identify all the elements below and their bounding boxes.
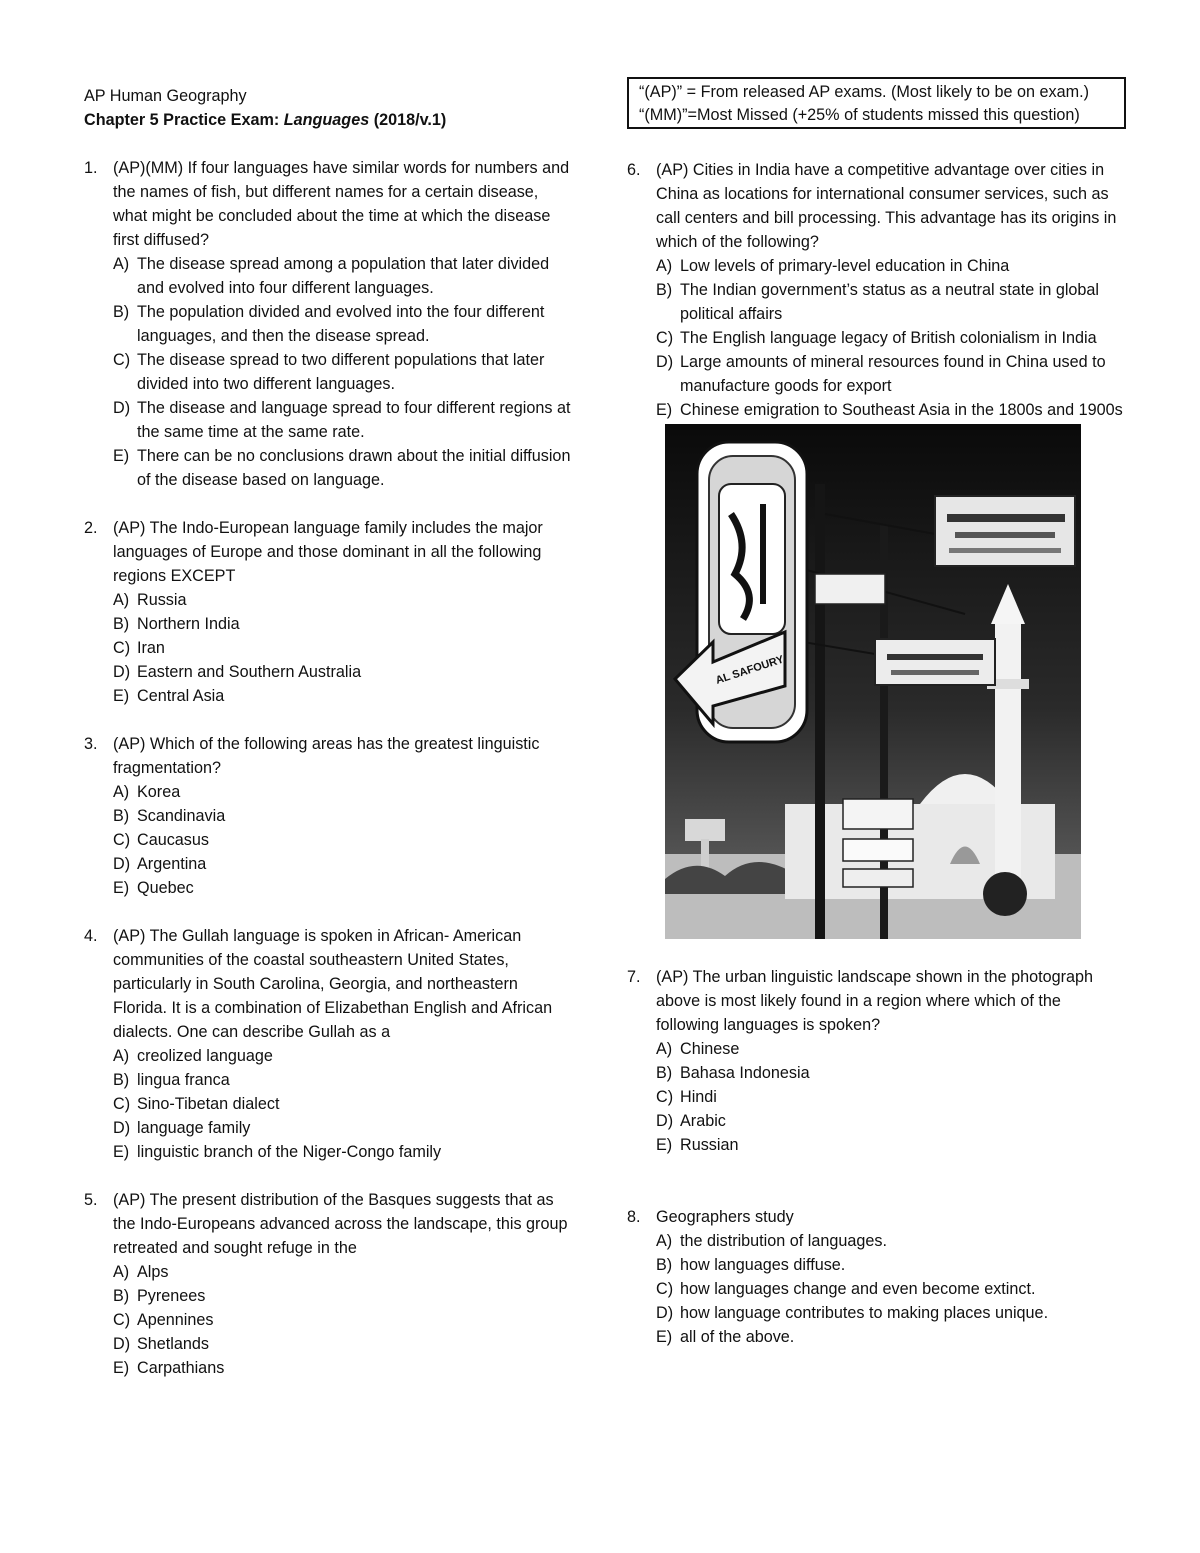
answer-choice [113, 1092, 574, 1116]
answer-choice [656, 1253, 1127, 1277]
choice-letter: C) [113, 1311, 131, 1329]
choice-letter: D) [656, 1112, 674, 1130]
photo-water-tower [685, 819, 725, 841]
answer-choice [113, 1068, 574, 1092]
choice-letter: B) [113, 1071, 130, 1089]
choice-text: Chinese emigration to Southeast Asia in the 1800s and 1900s [680, 401, 1123, 419]
choice-letter: B) [113, 615, 130, 633]
question-number: 6. [627, 161, 641, 179]
answer-choice [656, 350, 1127, 398]
choice-text: Russian [680, 1136, 739, 1154]
answer-choice [656, 254, 1127, 278]
answer-choices [84, 1044, 574, 1164]
photo-sign-small [815, 574, 885, 604]
answer-choice [656, 1301, 1127, 1325]
question-text: (AP)(MM) If four languages have similar words for numbers and the names of fish, but different names for a certain disease, what might be concluded about the time at which the disease first diffused? [113, 159, 570, 249]
photo-pole-1 [815, 484, 825, 939]
choice-text: the distribution of languages. [680, 1232, 887, 1250]
choice-letter: D) [113, 1335, 131, 1353]
choice-text: Carpathians [137, 1359, 225, 1377]
choice-letter: B) [656, 1064, 673, 1082]
right-column [627, 158, 1127, 1373]
question-stem [627, 158, 1127, 254]
photo-sign-middle-script [887, 654, 983, 660]
choice-letter: D) [656, 1304, 674, 1322]
answer-choice [113, 444, 574, 492]
choice-letter: B) [113, 807, 130, 825]
choice-letter: B) [656, 1256, 673, 1274]
photo-arrow-latin-text: AL SAFOURY [714, 653, 786, 687]
choice-text: all of the above. [680, 1328, 795, 1346]
answer-choice [656, 1109, 1127, 1133]
answer-choice [113, 348, 574, 396]
choice-text: Alps [137, 1263, 169, 1281]
choice-text: Shetlands [137, 1335, 209, 1353]
answer-choice [113, 804, 574, 828]
choice-text: The disease spread among a population that later divided and evolved into four different languages. [137, 255, 550, 297]
choice-text: Caucasus [137, 831, 209, 849]
exam-title-topic: Languages [283, 111, 370, 129]
photo-sign-middle [875, 639, 995, 685]
choice-text: Northern India [137, 615, 240, 633]
photo-sign-low [843, 799, 913, 829]
choice-text: Argentina [137, 855, 207, 873]
choice-letter: E) [113, 447, 130, 465]
answer-choice [113, 1044, 574, 1068]
answer-choice [113, 396, 574, 444]
question-text: Geographers study [656, 1208, 794, 1226]
choice-text: The disease and language spread to four different regions at the same time at the same rate. [137, 399, 571, 441]
choice-letter: A) [656, 257, 673, 275]
choice-letter: E) [113, 1143, 130, 1161]
choice-text: Bahasa Indonesia [680, 1064, 810, 1082]
choice-text: how languages diffuse. [680, 1256, 846, 1274]
answer-choice [656, 1037, 1127, 1061]
exam-title-prefix: Chapter 5 Practice Exam: [84, 111, 284, 129]
choice-letter: B) [113, 303, 130, 321]
choice-text: Eastern and Southern Australia [137, 663, 362, 681]
answer-choices [627, 1229, 1127, 1349]
answer-choice [113, 300, 574, 348]
choice-text: Pyrenees [137, 1287, 206, 1305]
question-stem [84, 732, 574, 780]
question-7 [627, 965, 1127, 1157]
question-1 [84, 156, 574, 492]
choice-letter: E) [113, 1359, 130, 1377]
photo-sign-low-2 [843, 839, 913, 861]
answer-choice [656, 1061, 1127, 1085]
linguistic-landscape-photo [665, 424, 1081, 939]
choice-text: Korea [137, 783, 181, 801]
choice-letter: A) [113, 591, 130, 609]
question-4 [84, 924, 574, 1164]
choice-text: Iran [137, 639, 165, 657]
choice-letter: E) [656, 401, 673, 419]
choice-letter: C) [656, 1280, 674, 1298]
choice-letter: B) [113, 1287, 130, 1305]
street-sign-photo [665, 424, 1081, 939]
exam-title-suffix: (2018/v.1) [369, 111, 447, 129]
choice-letter: C) [113, 1095, 131, 1113]
legend-mm: “(MM)”=Most Missed (+25% of students missed this question) [639, 106, 1080, 124]
choice-letter: D) [113, 1119, 131, 1137]
question-2 [84, 516, 574, 708]
answer-choices [84, 588, 574, 708]
answer-choice [113, 828, 574, 852]
choice-text: Hindi [680, 1088, 717, 1106]
question-number: 4. [84, 927, 98, 945]
choice-text: creolized language [137, 1047, 273, 1065]
choice-text: The English language legacy of British colonialism in India [680, 329, 1097, 347]
choice-text: Scandinavia [137, 807, 226, 825]
photo-banner-script-2 [955, 532, 1055, 538]
answer-choice [656, 1229, 1127, 1253]
choice-letter: C) [656, 1088, 674, 1106]
choice-letter: C) [656, 329, 674, 347]
answer-choice [113, 1308, 574, 1332]
choice-text: The population divided and evolved into the four different languages, and then the disease spread. [137, 303, 545, 345]
choice-letter: D) [113, 399, 131, 417]
choice-text: Chinese [680, 1040, 740, 1058]
answer-choice [113, 876, 574, 900]
answer-choice [113, 780, 574, 804]
choice-text: Low levels of primary-level education in China [680, 257, 1010, 275]
question-text: (AP) The Indo-European language family includes the major languages of Europe and those dominant in all the following regions EXCEPT [113, 519, 543, 585]
choice-text: Apennines [137, 1311, 214, 1329]
choice-text: There can be no conclusions drawn about the initial diffusion of the disease based on language. [137, 447, 571, 489]
answer-choice [656, 278, 1127, 326]
choice-letter: B) [656, 281, 673, 299]
answer-choice [113, 1332, 574, 1356]
answer-choice [656, 1085, 1127, 1109]
question-text: (AP) Cities in India have a competitive advantage over cities in China as locations for international consumer services, such as call centers and bill processing. This advantage has its origins in which of the following? [656, 161, 1117, 251]
answer-choice [656, 326, 1127, 350]
photo-big-sign-text-area [719, 484, 785, 634]
choice-letter: A) [113, 1263, 130, 1281]
question-text: (AP) Which of the following areas has the greatest linguistic fragmentation? [113, 735, 540, 777]
question-number: 3. [84, 735, 98, 753]
question-stem [84, 1188, 574, 1260]
answer-choice [113, 660, 574, 684]
choice-letter: D) [113, 663, 131, 681]
left-question-list [84, 156, 574, 1380]
question-text: (AP) The urban linguistic landscape shown in the photograph above is most likely found in a region where which of the following languages is spoken? [656, 968, 1094, 1034]
choice-text: Large amounts of mineral resources found in China used to manufacture goods for export [680, 353, 1106, 395]
question-stem [627, 965, 1127, 1037]
question-number: 7. [627, 968, 641, 986]
choice-text: Russia [137, 591, 187, 609]
choice-text: Arabic [680, 1112, 726, 1130]
answer-choice [656, 398, 1127, 422]
question-number: 1. [84, 159, 98, 177]
question-text: (AP) The present distribution of the Basques suggests that as the Indo-Europeans advanced across the landscape, this group retreated and sought refuge in the [113, 1191, 568, 1257]
answer-choices [627, 254, 1127, 422]
photo-banner-script-1 [947, 514, 1065, 522]
answer-choices [84, 252, 574, 492]
spacer [84, 132, 574, 156]
photo-dark-object [983, 872, 1027, 916]
choice-letter: A) [113, 1047, 130, 1065]
answer-choice [113, 1284, 574, 1308]
choice-text: how language contributes to making places unique. [680, 1304, 1049, 1322]
choice-text: language family [137, 1119, 251, 1137]
choice-letter: D) [656, 353, 674, 371]
choice-text: lingua franca [137, 1071, 230, 1089]
choice-text: linguistic branch of the Niger-Congo family [137, 1143, 442, 1161]
choice-letter: A) [113, 255, 130, 273]
right-question-list [627, 965, 1127, 1349]
answer-choices [84, 1260, 574, 1380]
choice-letter: E) [656, 1328, 673, 1346]
photo-sign-low-3 [843, 869, 913, 887]
question-number: 2. [84, 519, 98, 537]
photo-banner [935, 496, 1075, 566]
question-3 [84, 732, 574, 900]
photo-minaret [995, 624, 1021, 904]
choice-text: The disease spread to two different populations that later divided into two different languages. [137, 351, 545, 393]
answer-choice [656, 1133, 1127, 1157]
question-stem [84, 924, 574, 1044]
choice-letter: A) [656, 1040, 673, 1058]
choice-letter: D) [113, 855, 131, 873]
answer-choice [113, 852, 574, 876]
question-stem [627, 1205, 1127, 1229]
photo-banner-script-3 [949, 548, 1061, 553]
answer-choice [113, 1260, 574, 1284]
answer-choice [113, 684, 574, 708]
answer-choice [656, 1277, 1127, 1301]
answer-choice [113, 1116, 574, 1140]
question-6 [627, 158, 1127, 422]
choice-letter: A) [113, 783, 130, 801]
answer-choice [656, 1325, 1127, 1349]
question-6-slot [627, 158, 1127, 422]
choice-letter: C) [113, 831, 131, 849]
answer-choice [113, 1140, 574, 1164]
answer-choice [113, 252, 574, 300]
choice-letter: C) [113, 639, 131, 657]
choice-text: Central Asia [137, 687, 225, 705]
photo-sign-middle-script-2 [891, 670, 979, 675]
answer-choice [113, 612, 574, 636]
left-column [84, 84, 574, 1404]
answer-choice [113, 636, 574, 660]
choice-text: The Indian government’s status as a neutral state in global political affairs [680, 281, 1100, 323]
choice-letter: C) [113, 351, 131, 369]
choice-letter: E) [656, 1136, 673, 1154]
answer-choices [627, 1037, 1127, 1157]
question-number: 5. [84, 1191, 98, 1209]
legend-ap: “(AP)” = From released AP exams. (Most likely to be on exam.) [639, 83, 1089, 101]
legend-box [627, 77, 1126, 129]
question-5 [84, 1188, 574, 1380]
choice-text: how languages change and even become extinct. [680, 1280, 1036, 1298]
question-number: 8. [627, 1208, 641, 1226]
choice-text: Quebec [137, 879, 194, 897]
exam-title [84, 108, 574, 132]
answer-choice [113, 1356, 574, 1380]
answer-choice [113, 588, 574, 612]
course-name: AP Human Geography [84, 87, 247, 105]
choice-letter: E) [113, 879, 130, 897]
answer-choices [84, 780, 574, 900]
choice-text: Sino-Tibetan dialect [137, 1095, 280, 1113]
choice-letter: E) [113, 687, 130, 705]
question-stem [84, 516, 574, 588]
choice-letter: A) [656, 1232, 673, 1250]
question-text: (AP) The Gullah language is spoken in African- American communities of the coastal southeastern United States, particularly in South Carolina, Georgia, and northeastern Florida. It is a combination of Elizabethan English and African dialects. One can describe Gullah as a [113, 927, 553, 1041]
question-8 [627, 1205, 1127, 1349]
question-stem [84, 156, 574, 252]
